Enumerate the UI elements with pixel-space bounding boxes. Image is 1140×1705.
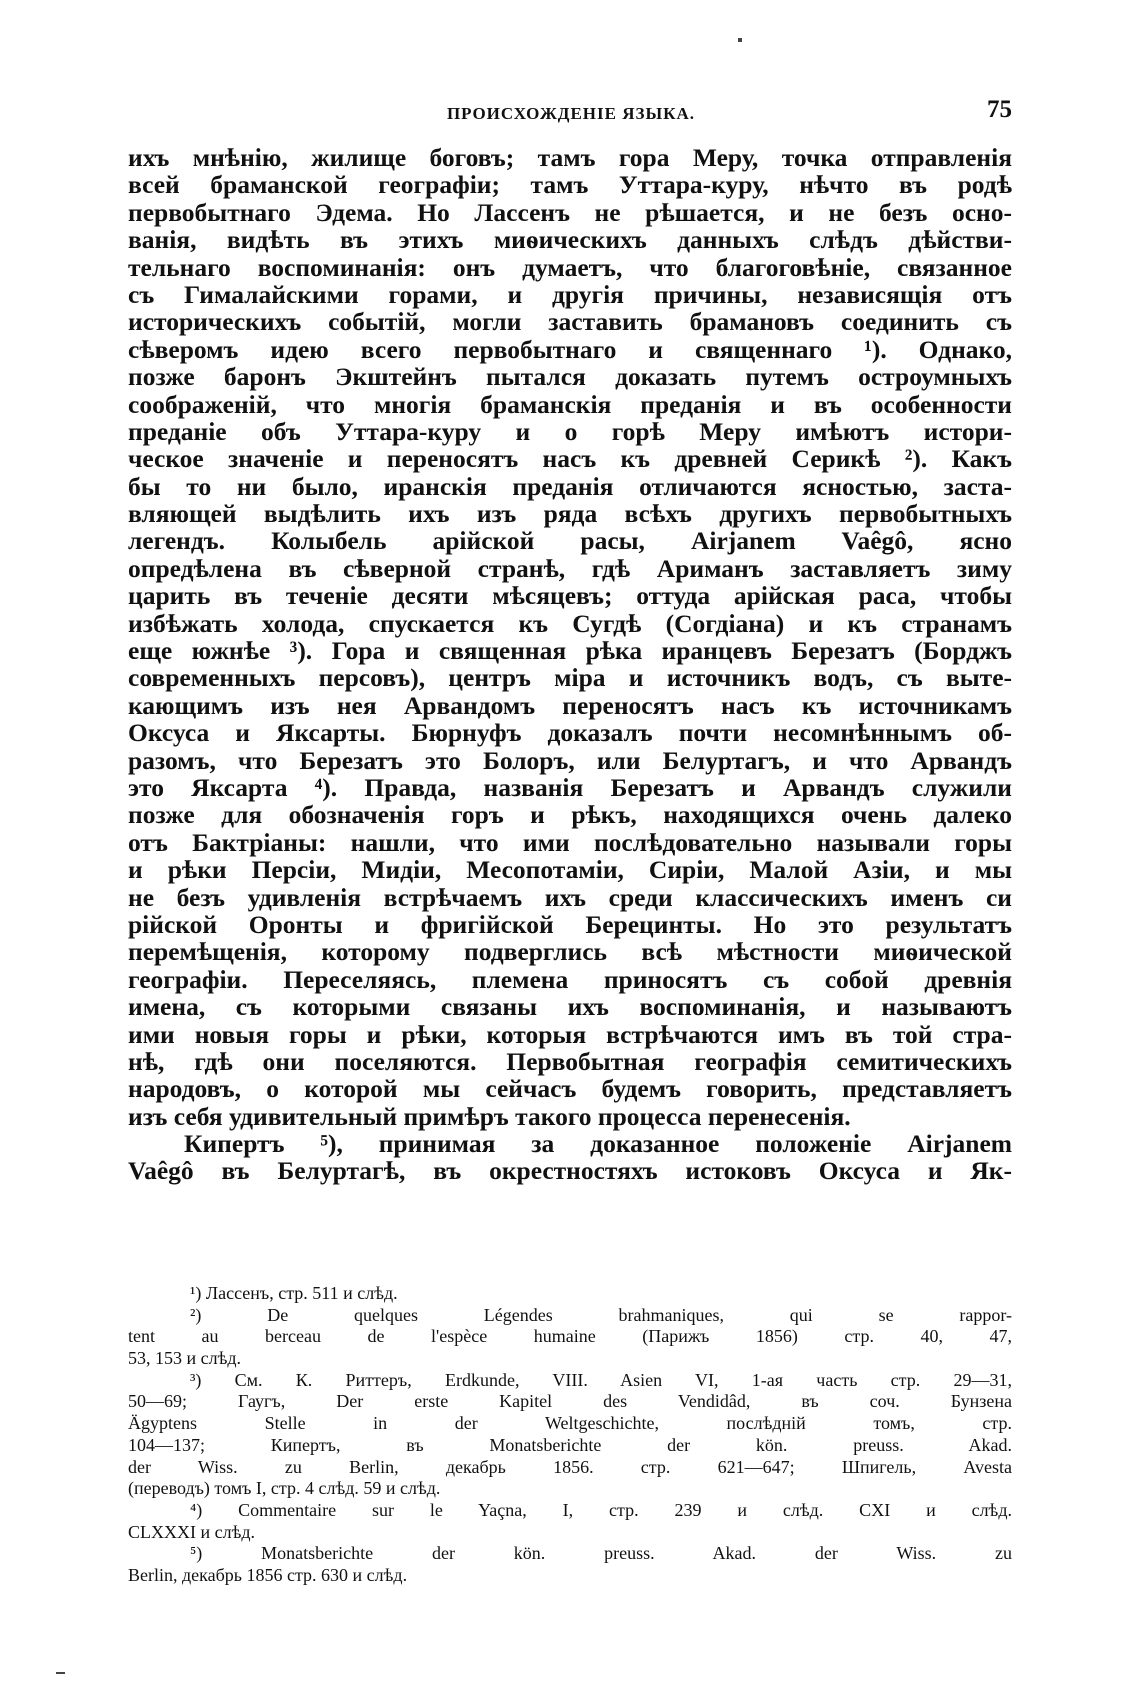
text-line: бы то ни было, иранскія преданія отличаются ясностью, заста- [128,471,1012,501]
text-line: и рѣки Персіи, Мидіи, Месопотаміи, Сиріи, Малой Азіи, и мы [128,855,1012,885]
text-line: это Яксарта ⁴). Правда, названія Березатъ и Арвандъ служили [128,772,1012,802]
footnote-line: ¹) Лассенъ, стр. 511 и слѣд. [190,1283,398,1303]
scan-speck [738,38,742,42]
body-text [128,144,1012,1185]
footnote-line: ²) De quelques Légendes brahmaniques, qui se rappor- [190,1304,1012,1325]
text-line: географіи. Переселяясь, племена приносятъ съ собой древнія [128,964,1012,994]
text-line: нѣ, гдѣ они поселяются. Первобытная географія семитическихъ [128,1046,1012,1076]
text-line: ихъ мнѣнію, жилище боговъ; тамъ гора Меру, точка отправленія [128,143,1012,172]
text-line: разомъ, что Березатъ это Болоръ, или Белуртагъ, и что Арвандъ [128,745,1012,775]
text-line: соображеній, что многія браманскія преданія и въ особенности [128,389,1012,419]
text-line: всей браманской географіи; тамъ Уттара-куру, нѣчто въ родѣ [128,170,1012,200]
text-line: позже для обозначенія горъ и рѣкъ, находящихся очень далеко [128,800,1012,830]
text-line: кающимъ изъ нея Арвандомъ переносятъ насъ къ источникамъ [128,690,1012,720]
footnote-line: tent au berceau de l'espèce humaine (Парижъ 1856) стр. 40, 47, [128,1326,1012,1347]
text-line: преданіе объ Уттара-куру и о горѣ Меру имѣютъ истори- [128,416,1012,446]
text-line: ческое значеніе и переносятъ насъ къ древней Серикѣ ²). Какъ [128,444,1012,474]
text-line: сѣверомъ идею всего первобытнаго и священнаго ¹). Однако, [128,334,1012,364]
text-line: Кипертъ ⁵), принимая за доказанное положеніе Airjanem [184,1129,1012,1159]
footnote-line: Berlin, декабрь 1856 стр. 630 и слѣд. [128,1564,408,1585]
text-line: избѣжать холода, спускается къ Сугдѣ (Согдіана) и къ странамъ [128,608,1012,638]
text-line: рійской Оронты и фригійской Берецинты. Но это результатъ [128,909,1012,939]
text-line: вляющей выдѣлить ихъ изъ ряда всѣхъ другихъ первобытныхъ [128,499,1012,529]
text-line: легендъ. Колыбель арійской расы, Airjanem Vaêgô, ясно [128,526,1012,556]
footnote-line: der Wiss. zu Berlin, декабрь 1856. стр. 621—647; Шпигель, Avesta [128,1456,1012,1477]
page-number: 75 [987,96,1012,123]
footnote-line: ⁴) Commentaire sur le Yaçna, I, стр. 239 и слѣд. CXI и слѣд. [190,1499,1012,1520]
text-line: Оксуса и Яксарты. Бюрнуфъ доказалъ почти несомнѣннымъ об- [128,718,1012,748]
text-line: ими новыя горы и рѣки, которыя встрѣчаются имъ въ той стра- [128,1019,1012,1049]
text-line: современныхъ персовъ), центръ міра и источникъ водъ, съ выте- [128,663,1012,693]
footnote-line: CLXXXI и слѣд. [128,1521,256,1542]
footnote-line: ⁵) Monatsberichte der kön. preuss. Akad. der Wiss. zu [190,1543,1012,1564]
text-line: Vaêgô въ Белуртагѣ, въ окрестностяхъ истоковъ Оксуса и Як- [128,1156,1012,1186]
text-line: тельнаго воспоминанія: онъ думаетъ, что благоговѣніе, связанное [128,252,1012,282]
text-line: съ Гималайскими горами, и другія причины, независящія отъ [128,279,1012,309]
footnote-line: 50—69; Гаугъ, Der erste Kapitel des Vendidâd, въ соч. Бунзена [128,1391,1012,1412]
running-title: ПРОИСХОЖДЕНІЕ ЯЗЫКА. [446,104,696,123]
text-line: имена, съ которыми связаны ихъ воспоминанія, и называютъ [128,992,1012,1022]
scan-speck [56,1672,65,1674]
footnote-line: 104—137; Кипертъ, въ Monatsberichte der kön. preuss. Akad. [128,1434,1012,1455]
footnote-line: Ägyptens Stelle in der Weltgeschichte, послѣдній томъ, стр. [128,1413,1012,1434]
text-line: позже баронъ Экштейнъ пытался доказать путемъ остроумныхъ [128,362,1012,392]
text-line: изъ себя удивительный примѣръ такого процесса перенесенія. [128,1101,851,1131]
footnote-line: 53, 153 и слѣд. [128,1348,242,1369]
text-line: перемѣщенія, которому подверглись всѣ мѣстности миѳической [128,937,1012,967]
text-line: ванія, видѣть въ этихъ миѳическихъ данныхъ слѣдъ дѣйстви- [128,225,1012,255]
footnote-line: ³) См. К. Риттеръ, Erdkunde, VIII. Asien VI, 1-ая часть стр. 29—31, [190,1369,1012,1390]
running-head [130,96,1012,130]
text-line: не безъ удивленія встрѣчаемъ ихъ среди классическихъ именъ си [128,882,1012,912]
text-line: царить въ теченіе десяти мѣсяцевъ; оттуда арійская раса, чтобы [128,581,1012,611]
text-line: первобытнаго Эдема. Но Лассенъ не рѣшается, и не безъ осно- [128,197,1012,227]
text-line: еще южнѣе ³). Гора и священная рѣка иранцевъ Березатъ (Борджъ [128,636,1012,666]
footnotes [128,1283,1012,1587]
text-line: отъ Бактріаны: нашли, что ими послѣдовательно называли горы [128,827,1012,857]
text-line: опредѣлена въ сѣверной странѣ, гдѣ Ариманъ заставляетъ зиму [128,553,1012,583]
footnote-line: (переводъ) томъ I, стр. 4 слѣд. 59 и слѣд. [128,1478,441,1499]
text-line: народовъ, о которой мы сейчасъ будемъ говорить, представляетъ [128,1074,1012,1104]
text-line: историческихъ событій, могли заставить брамановъ соединить съ [128,307,1012,337]
